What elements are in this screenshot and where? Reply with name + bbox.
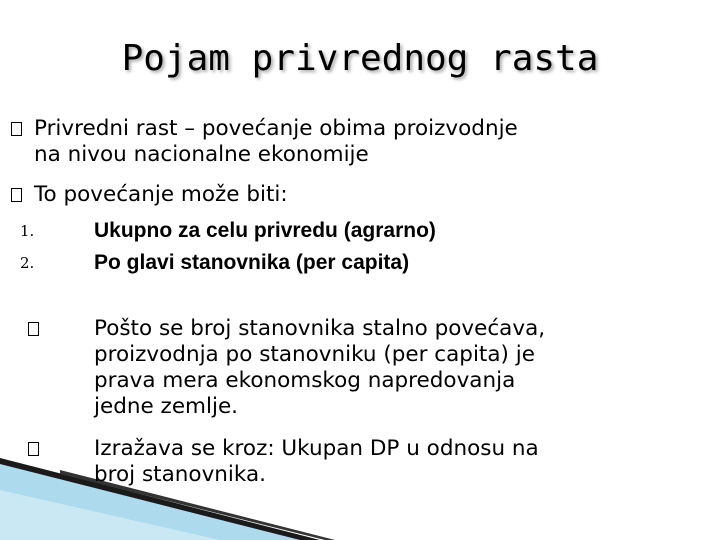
bullet3-line-1: Izražava se kroz: Ukupan DP u odnosu na <box>94 436 539 461</box>
bullet2-line-4: jedne zemlje. <box>94 394 239 419</box>
bullet3-line-2: broj stanovnika. <box>94 462 266 487</box>
numbered-marker-2: 2. <box>20 254 35 272</box>
numbered-marker-1: 1. <box>20 222 35 240</box>
line-2: na nivou nacionalne ekonomije <box>34 142 369 167</box>
line-1: Privredni rast – povećanje obima proizvodnje <box>34 116 518 141</box>
line-3: To povećanje može biti: <box>34 182 288 207</box>
numbered-item-2: Po glavi stanovnika (per capita) <box>94 251 410 274</box>
bullet-square-icon <box>28 442 39 456</box>
numbered-item-1: Ukupno za celu privredu (agrarno) <box>94 219 436 242</box>
bullet2-line-1: Pošto se broj stanovnika stalno povećava, <box>94 316 546 341</box>
bullet2-line-3: prava mera ekonomskog napredovanja <box>94 368 516 393</box>
bullet-square-icon <box>28 322 39 336</box>
slide-title: Pojam privrednog rasta <box>121 38 599 79</box>
bullet-square-icon <box>11 122 22 136</box>
bullet-square-icon <box>11 188 22 202</box>
bullet2-line-2: proizvodnja po stanovniku (per capita) je <box>94 342 535 367</box>
